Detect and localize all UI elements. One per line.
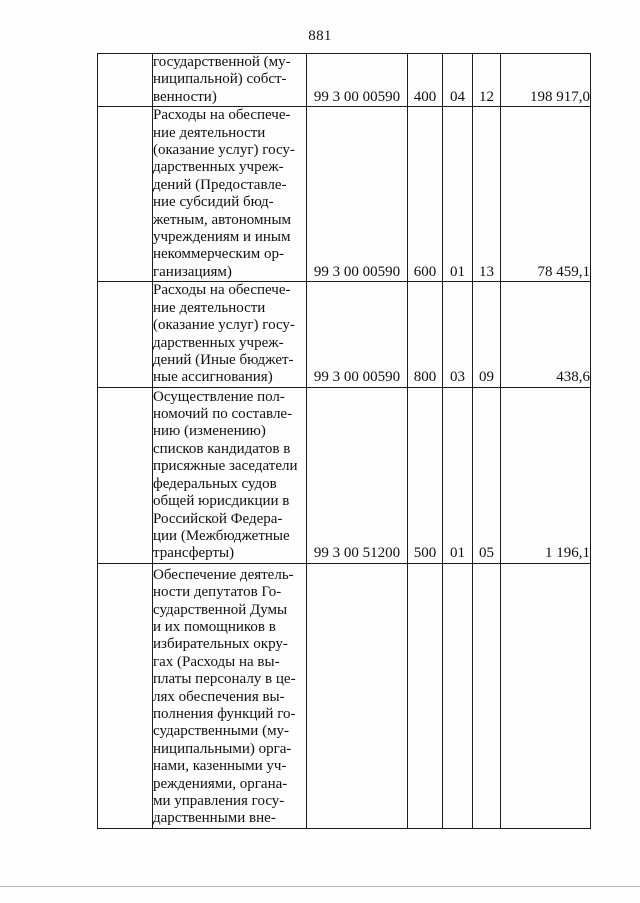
expense-name-line: (оказание услуг) госу- [153,142,295,159]
target-code-cell: 99 3 00 00590 [307,107,408,282]
expense-name-line: реждениями, органа- [153,775,288,792]
expense-name-line: дарственных учреж- [153,334,284,351]
expense-name-line: и их помощников в [153,618,276,635]
amount-cell: 1 196,1 [501,387,591,563]
target-code-cell: 99 3 00 51200 [307,387,408,563]
amount-cell: 438,6 [501,282,591,387]
expense-name-line: платы персоналу в це- [153,671,296,688]
section-cell: 03 [443,282,473,387]
expense-name-line: сударственными (му- [153,723,290,740]
expense-name-line: сударственной Думы [153,601,288,618]
expense-name-line: жетным, автономным [153,211,292,228]
expense-name-line: ные ассигнования) [153,369,273,386]
target-code-cell: 99 3 00 00590 [307,282,408,387]
expense-name-line: ниципальной) собст- [153,71,287,88]
expense-name-line: нию (изменению) [153,423,266,440]
expense-type-cell: 500 [408,387,443,563]
expense-name-line: ние деятельности [153,124,266,141]
expense-type-cell: 800 [408,282,443,387]
empty-cell [98,563,153,828]
section-cell: 04 [443,54,473,107]
expense-name-cell [153,563,307,828]
expense-name-line: ми управления госу- [153,793,285,809]
subsection-cell: 05 [473,387,501,563]
page-number: 881 [308,28,332,44]
expense-name-line: дарственных учреж- [153,159,284,176]
amount-cell [501,563,591,828]
expense-type-cell [408,563,443,828]
subsection-cell [473,563,501,828]
expense-name-line: гах (Расходы на вы- [153,653,280,670]
expense-name-line: трансферты) [153,545,235,562]
expense-name-line: Осуществление пол- [153,388,285,405]
expense-name-line: государственной (му- [153,54,291,70]
budget-table [97,53,591,829]
expense-name-line: ции (Межбюджетные [153,527,290,544]
empty-cell [98,54,153,107]
expense-name-line: дений (Предоставле- [153,176,287,193]
subsection-cell: 09 [473,282,501,387]
expense-name-line: Расходы на обеспече- [153,107,291,124]
expense-name-line: полнения функций го- [153,705,296,722]
expense-name-line: (оказание услуг) госу- [153,317,295,334]
expense-name-line: присяжные заседатели [153,458,298,475]
expense-name-line: учреждениям и иным [153,229,291,246]
scan-edge-line [0,886,640,887]
section-cell [443,563,473,828]
empty-cell [98,282,153,387]
expense-name-line: ние деятельности [153,299,266,316]
expense-name-line: дений (Иные бюджет- [153,351,294,368]
expense-name-line: списков кандидатов в [153,440,291,457]
expense-name-line: некоммерческим ор- [153,246,284,263]
expense-name-line: Обеспечение деятель- [153,566,294,583]
section-cell: 01 [443,387,473,563]
expense-name-line: ние субсидий бюд- [153,194,274,211]
expense-name-line: ганизациям) [153,263,232,280]
amount-cell: 78 459,1 [501,107,591,282]
expense-name-line: Российской Федера- [153,510,283,527]
expense-name-line: лях обеспечения вы- [153,688,285,705]
expense-name-line: федеральных судов [153,475,277,492]
expense-name-line: Расходы на обеспече- [153,282,291,299]
table-row [98,107,591,282]
expense-name-cell [153,54,307,107]
expense-name-line: венности) [153,88,217,105]
expense-name-line: дарственными вне- [153,810,276,827]
expense-name-cell [153,282,307,387]
amount-cell: 198 917,0 [501,54,591,107]
section-cell: 01 [443,107,473,282]
table-row [98,563,591,828]
expense-name-line: ниципальными) орга- [153,740,292,757]
table-row [98,282,591,387]
target-code-cell: 99 3 00 00590 [307,54,408,107]
subsection-cell: 13 [473,107,501,282]
target-code-cell [307,563,408,828]
expense-name-line: общей юрисдикции в [153,493,290,510]
table-row [98,54,591,107]
expense-name-cell [153,387,307,563]
expense-name-line: нами, казенными уч- [153,758,287,775]
expense-type-cell: 600 [408,107,443,282]
expense-name-line: номочий по составле- [153,406,293,423]
subsection-cell: 12 [473,54,501,107]
expense-type-cell: 400 [408,54,443,107]
expense-name-cell [153,107,307,282]
empty-cell [98,107,153,282]
expense-name-line: ности депутатов Го- [153,584,282,601]
table-row [98,387,591,563]
empty-cell [98,387,153,563]
expense-name-line: избирательных окру- [153,636,288,653]
